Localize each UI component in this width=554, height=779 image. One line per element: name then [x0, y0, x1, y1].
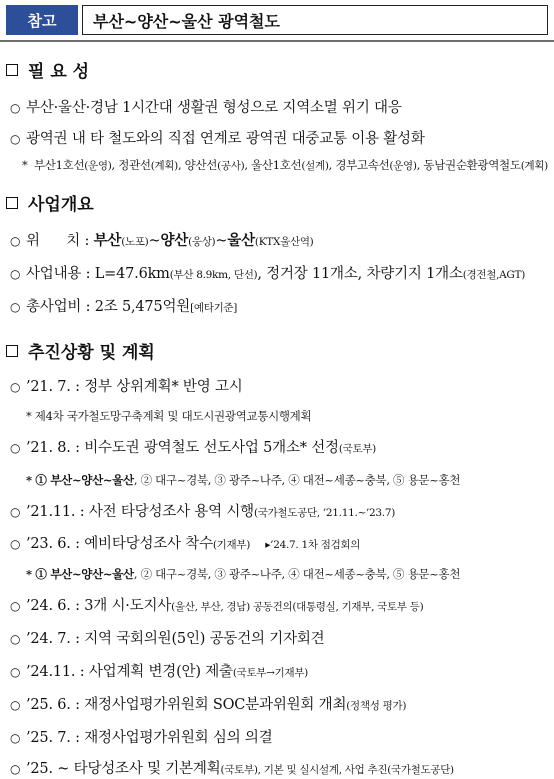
- need-note: [22, 157, 548, 173]
- item-sub: (경전철,AGT): [462, 269, 525, 281]
- circle-bullet-icon: ○: [10, 665, 21, 679]
- timeline-text: ’21. 8. : 비수도권 광역철도 선도사업 5개소* 선정: [26, 440, 339, 456]
- item-text: 사업내용 : L=47.6km: [26, 266, 170, 282]
- note-text: , 울산1호선: [244, 158, 302, 172]
- timeline-note: [26, 566, 460, 582]
- list-item-location: [10, 229, 313, 250]
- note-star: *: [22, 158, 28, 172]
- note-text: , 정관선: [111, 158, 151, 172]
- note-sub: (계획): [520, 160, 548, 172]
- circle-bullet-icon: ○: [10, 599, 21, 613]
- timeline-item: [10, 757, 454, 778]
- note-sub: (운영): [389, 160, 417, 172]
- item-sub: [예타기준]: [190, 302, 238, 314]
- timeline-sub: (국토부), 기본 및 실시설계, 사업 추진(국가철도공단): [220, 764, 454, 776]
- item-text: 광역권 내 타 철도와의 직접 연계로 광역권 대중교통 이용 활성화: [26, 131, 425, 147]
- note-text: , ② 대구~경북, ③ 광주~나주, ④ 대전~세종~충북, ⑤ 용문~홍천: [133, 473, 461, 487]
- timeline-text: ’24.11. : 사업계획 변경(안) 제출: [26, 664, 233, 680]
- item-label: 위 치 :: [26, 233, 94, 249]
- timeline-item: [10, 532, 360, 553]
- list-item-cost: [10, 295, 237, 316]
- place-name: 울산: [227, 232, 255, 249]
- section-heading-need: [6, 57, 89, 82]
- list-item-content: [10, 262, 525, 283]
- timeline-item: [10, 660, 308, 681]
- timeline-item: [10, 375, 243, 396]
- section-title: 필 요 성: [28, 62, 90, 82]
- circle-bullet-icon: ○: [10, 441, 21, 455]
- place-name: 부산: [93, 232, 122, 249]
- timeline-text: ’24. 7. : 지역 국회의원(5인) 공동건의 기자회견: [26, 631, 325, 647]
- note-highlight: * ① 부산~양산~울산: [26, 473, 134, 487]
- list-item: [10, 96, 402, 117]
- timeline-text: ’21. 7. : 정부 상위계획* 반영 고시: [26, 379, 243, 395]
- circle-bullet-icon: ○: [10, 380, 21, 394]
- timeline-text: ’25. ~ 타당성조사 및 기본계획: [26, 761, 221, 777]
- place-name: 양산: [160, 232, 189, 249]
- timeline-sub: (울산, 부산, 경남) 공동건의(대통령실, 기재부, 국토부 등): [171, 601, 424, 613]
- note-text: , 동남권순환광역철도: [416, 158, 521, 172]
- note-text: 부산1호선: [34, 158, 85, 172]
- timeline-sub: (정책성 평가): [346, 700, 407, 712]
- list-item: [10, 127, 425, 148]
- checkbox-square-icon: [6, 64, 18, 76]
- circle-bullet-icon: ○: [10, 505, 21, 519]
- note-highlight: * ① 부산~양산~울산: [26, 567, 134, 581]
- timeline-text: ’23. 6. : 예비타당성조사 착수: [26, 536, 213, 552]
- note-text: , 양산선: [177, 158, 218, 172]
- timeline-text: ’25. 6. : 재정사업평가위원회 SOC분과위원회 개최: [26, 697, 347, 713]
- circle-bullet-icon: ○: [10, 762, 21, 776]
- header-divider: [0, 40, 554, 42]
- circle-bullet-icon: ○: [10, 632, 21, 646]
- item-text: , 정거장 11개소, 차량기지 1개소: [257, 266, 463, 282]
- header-bar: [6, 5, 548, 35]
- circle-bullet-icon: ○: [10, 731, 21, 745]
- item-text: 부산·울산·경남 1시간대 생활권 형성으로 지역소멸 위기 대응: [26, 100, 402, 116]
- timeline-note: * 제4차 국가철도망구축계획 및 대도시권광역교통시행계획: [26, 409, 312, 423]
- reference-badge: 참고: [6, 5, 78, 35]
- circle-bullet-icon: ○: [10, 234, 21, 248]
- timeline-item: [10, 594, 423, 615]
- section-heading-overview: [6, 190, 94, 215]
- circle-bullet-icon: ○: [10, 132, 21, 146]
- circle-bullet-icon: ○: [10, 101, 21, 115]
- timeline-item: [10, 726, 273, 747]
- timeline-item: [10, 500, 395, 521]
- circle-bullet-icon: ○: [10, 698, 21, 712]
- note-text: , 경부고속선: [328, 158, 390, 172]
- section-title: 사업개요: [28, 195, 94, 215]
- item-sub: (부산 8.9km, 단선): [169, 269, 258, 281]
- place-sub: (웅상): [188, 236, 216, 248]
- place-sub: (KTX울산역): [254, 236, 314, 248]
- timeline-sub: (국토부→기재부): [232, 667, 308, 679]
- note-text: , ② 대구~경북, ③ 광주~나주, ④ 대전~세종~충북, ⑤ 용문~홍천: [133, 567, 461, 581]
- checkbox-square-icon: [6, 197, 18, 209]
- separator: ~: [215, 233, 228, 249]
- timeline-text: ’25. 7. : 재정사업평가위원회 심의 의결: [26, 730, 273, 746]
- circle-bullet-icon: ○: [10, 267, 21, 281]
- note-sub: (공사): [217, 160, 245, 172]
- item-text: 총사업비 : 2조 5,475억원: [26, 299, 191, 315]
- place-sub: (노포): [121, 236, 149, 248]
- document-title: 부산~양산~울산 광역철도: [82, 5, 548, 35]
- timeline-sub: (국토부): [338, 443, 376, 455]
- timeline-item: [10, 627, 325, 648]
- timeline-note: [26, 472, 460, 488]
- circle-bullet-icon: ○: [10, 300, 21, 314]
- timeline-sub: (국가철도공단, ’21.11.~’23.7): [253, 507, 396, 519]
- timeline-item: [10, 436, 376, 457]
- timeline-item: [10, 693, 406, 714]
- timeline-text: ’24. 6. : 3개 시·도지사: [26, 598, 172, 614]
- circle-bullet-icon: ○: [10, 537, 21, 551]
- note-sub: (운영): [84, 160, 112, 172]
- timeline-sub: (기재부) ▸’24.7. 1차 점검회의: [212, 539, 361, 551]
- section-title: 추진상황 및 계획: [28, 343, 155, 363]
- separator: ~: [148, 233, 161, 249]
- timeline-text: ’21.11. : 사전 타당성조사 용역 시행: [26, 504, 254, 520]
- checkbox-square-icon: [6, 345, 18, 357]
- section-heading-progress: [6, 338, 155, 363]
- note-sub: (설계): [301, 160, 329, 172]
- note-sub: (계획): [150, 160, 178, 172]
